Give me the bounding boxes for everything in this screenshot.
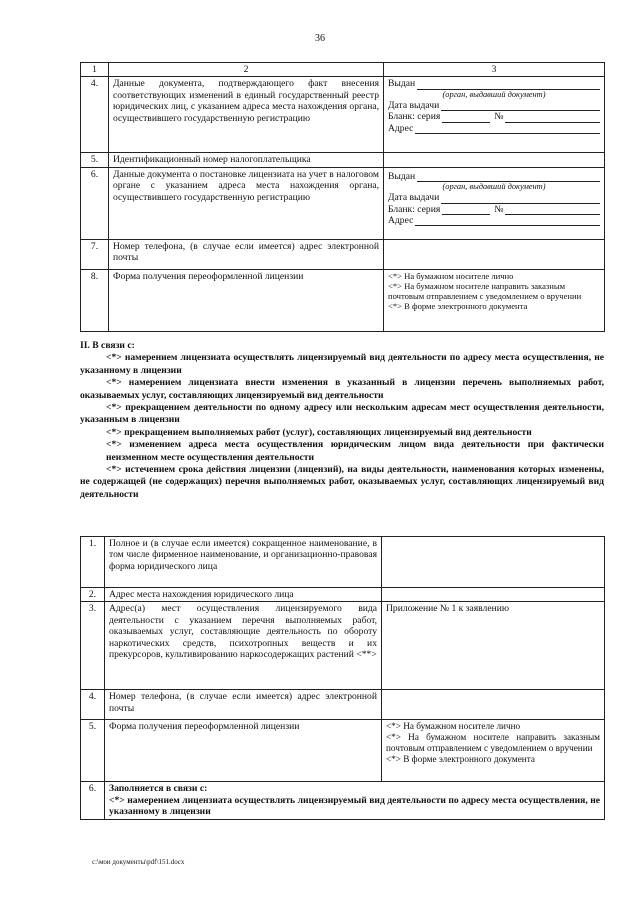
section-2-heading: II. В связи с: <box>80 340 135 351</box>
table-row <box>81 77 605 153</box>
row-merged-content <box>105 782 605 819</box>
table-row <box>81 690 605 720</box>
table-row <box>81 167 605 239</box>
issue-date-label: Дата выдачи <box>388 99 440 111</box>
fill-reason-option[interactable]: <*> намерением лицензиата осуществлять лицензируемый вид деятельности по адресу места осуществления, не указанному в лицензии <box>109 794 600 818</box>
row-description: Форма получения переоформленной лицензии <box>109 269 384 331</box>
form-number-input-line[interactable] <box>505 113 600 123</box>
row-number: 5. <box>81 720 105 782</box>
page-number: 36 <box>315 33 325 44</box>
option-paper-in-person[interactable]: <*> На бумажном носителе лично <box>388 270 514 281</box>
row-number: 5. <box>81 153 109 167</box>
issued-input-line[interactable] <box>417 172 600 182</box>
row-description: Полное и (в случае если имеется) сокращенное наименование, в том числе фирменное наименование, и организационно-правовая форма юридического лица <box>105 537 382 588</box>
row-value[interactable] <box>382 537 605 588</box>
issued-label: Выдан <box>388 78 416 90</box>
address-input-line[interactable] <box>415 124 600 134</box>
table-row <box>81 782 605 819</box>
form-series-input-line[interactable] <box>442 205 490 215</box>
row-description: Данные документа, подтверждающего факт внесения соответствующих изменений в единый государственный реестр юридических лиц, с указанием адреса места нахождения органа, осуществившего государственную регистрацию <box>109 77 384 153</box>
issue-date-input-line[interactable] <box>441 101 600 111</box>
reason-option[interactable]: <*> прекращением выполняемых работ (услуг), составляющих лицензируемый вид деятельности <box>106 426 532 438</box>
issued-note: (орган, выдавший документ) <box>442 89 546 99</box>
row-number: 6. <box>81 782 105 819</box>
row-number: 3. <box>81 602 105 690</box>
form-number-label: № <box>494 203 504 215</box>
address-label: Адрес <box>388 215 414 227</box>
row-value[interactable]: Приложение № 1 к заявлению <box>382 602 605 690</box>
form-series-label: Бланк: серия <box>388 111 441 123</box>
issued-document-fields <box>384 77 605 153</box>
form-series-input-line[interactable] <box>442 113 490 123</box>
option-paper-in-person[interactable]: <*> На бумажном носителе лично <box>386 721 521 732</box>
address-label: Адрес <box>388 122 414 134</box>
row-number: 1. <box>81 537 105 588</box>
tax-registration-fields <box>384 167 605 239</box>
table-row <box>81 269 605 331</box>
issue-date-input-line[interactable] <box>441 194 600 204</box>
table-applicant-data-continued <box>80 62 605 332</box>
row-description: Данные документа о постановке лицензиата на учет в налоговом органе с указанием адреса места нахождения органа, осуществившего государственную регистрацию <box>109 167 384 239</box>
reason-option[interactable]: <*> намерением лицензиата внести изменения в указанный в лицензии перечень выполняемых работ, оказываемых услуг, составляющих лицензируемый вид деятельности <box>80 377 604 401</box>
reason-option[interactable]: <*> истечением срока действия лицензии (лицензий), на виды деятельности, наименования которых изменены, не содержащей (не содержащих) перечня выполняемых работ, оказываемых услуг, составляющих лицензируемый вид деятельности <box>80 464 604 500</box>
issued-note: (орган, выдавший документ) <box>442 182 546 192</box>
option-paper-by-mail[interactable]: <*> На бумажном носителе направить заказным почтовым отправлением с уведомлением о вручении <box>386 732 600 753</box>
form-number-input-line[interactable] <box>505 205 600 215</box>
row-number: 4. <box>81 77 109 153</box>
issue-date-label: Дата выдачи <box>388 192 440 204</box>
row-number: 7. <box>81 239 109 269</box>
row-value-empty[interactable] <box>384 239 605 269</box>
form-series-label: Бланк: серия <box>388 203 441 215</box>
table-row <box>81 588 605 602</box>
table-row <box>81 537 605 588</box>
option-electronic[interactable]: <*> В форме электронного документа <box>388 300 528 311</box>
row-number: 6. <box>81 167 109 239</box>
receipt-options <box>384 269 605 331</box>
row-value[interactable] <box>382 690 605 720</box>
reason-option[interactable]: <*> прекращением деятельности по одному адресу или нескольким адресам мест осуществления деятельности, указанным в лицензии <box>80 402 604 426</box>
table-row <box>81 720 605 782</box>
table-license-holder-data <box>80 536 605 820</box>
row-description: Идентификационный номер налогоплательщика <box>109 153 384 167</box>
row-description: Адрес(а) мест осуществления лицензируемого вида деятельности с указанием перечня выполняемых работ, оказываемых услуг, составляющие деятельность по обороту наркотических средств, психотропных веществ и их прекурсоров, культивированию наркосодержащих растений <**> <box>105 602 382 690</box>
header-col-2: 2 <box>109 63 384 77</box>
file-path-footer: c:\мои документы\pdf\151.docx <box>92 858 185 866</box>
header-col-3: 3 <box>384 63 605 77</box>
table-row <box>81 602 605 690</box>
row-number: 2. <box>81 588 105 602</box>
form-number-label: № <box>494 111 504 123</box>
table-header-row <box>81 63 605 77</box>
section-2 <box>80 340 604 501</box>
option-electronic[interactable]: <*> В форме электронного документа <box>386 753 535 764</box>
row-description: Номер телефона, (в случае если имеется) адрес электронной почты <box>105 690 382 720</box>
receipt-options <box>382 720 605 782</box>
table-row <box>81 153 605 167</box>
table-row <box>81 239 605 269</box>
row-number: 4. <box>81 690 105 720</box>
row-value-empty[interactable] <box>384 153 605 167</box>
issued-label: Выдан <box>388 170 416 182</box>
issued-input-line[interactable] <box>417 80 600 90</box>
row-description: Форма получения переоформленной лицензии <box>105 720 382 782</box>
option-paper-by-mail[interactable]: <*> На бумажном носителе направить заказным почтовым отправлением с уведомлением о вручении <box>388 280 582 301</box>
address-input-line[interactable] <box>415 216 600 226</box>
row-number: 8. <box>81 269 109 331</box>
fill-reason-heading: Заполняется в связи с: <box>109 783 208 795</box>
row-description: Адрес места нахождения юридического лица <box>105 588 382 602</box>
reason-option[interactable]: <*> намерением лицензиата осуществлять лицензируемый вид деятельности по адресу места осуществления, не указанному в лицензии <box>80 352 604 376</box>
row-value[interactable] <box>382 588 605 602</box>
row-description: Номер телефона, (в случае если имеется) адрес электронной почты <box>109 239 384 269</box>
header-col-1: 1 <box>81 63 109 77</box>
reason-option[interactable]: <*> изменением адреса места осуществления юридическим лицом вида деятельности при фактически неизменном месте осуществления деятельности <box>106 439 604 463</box>
